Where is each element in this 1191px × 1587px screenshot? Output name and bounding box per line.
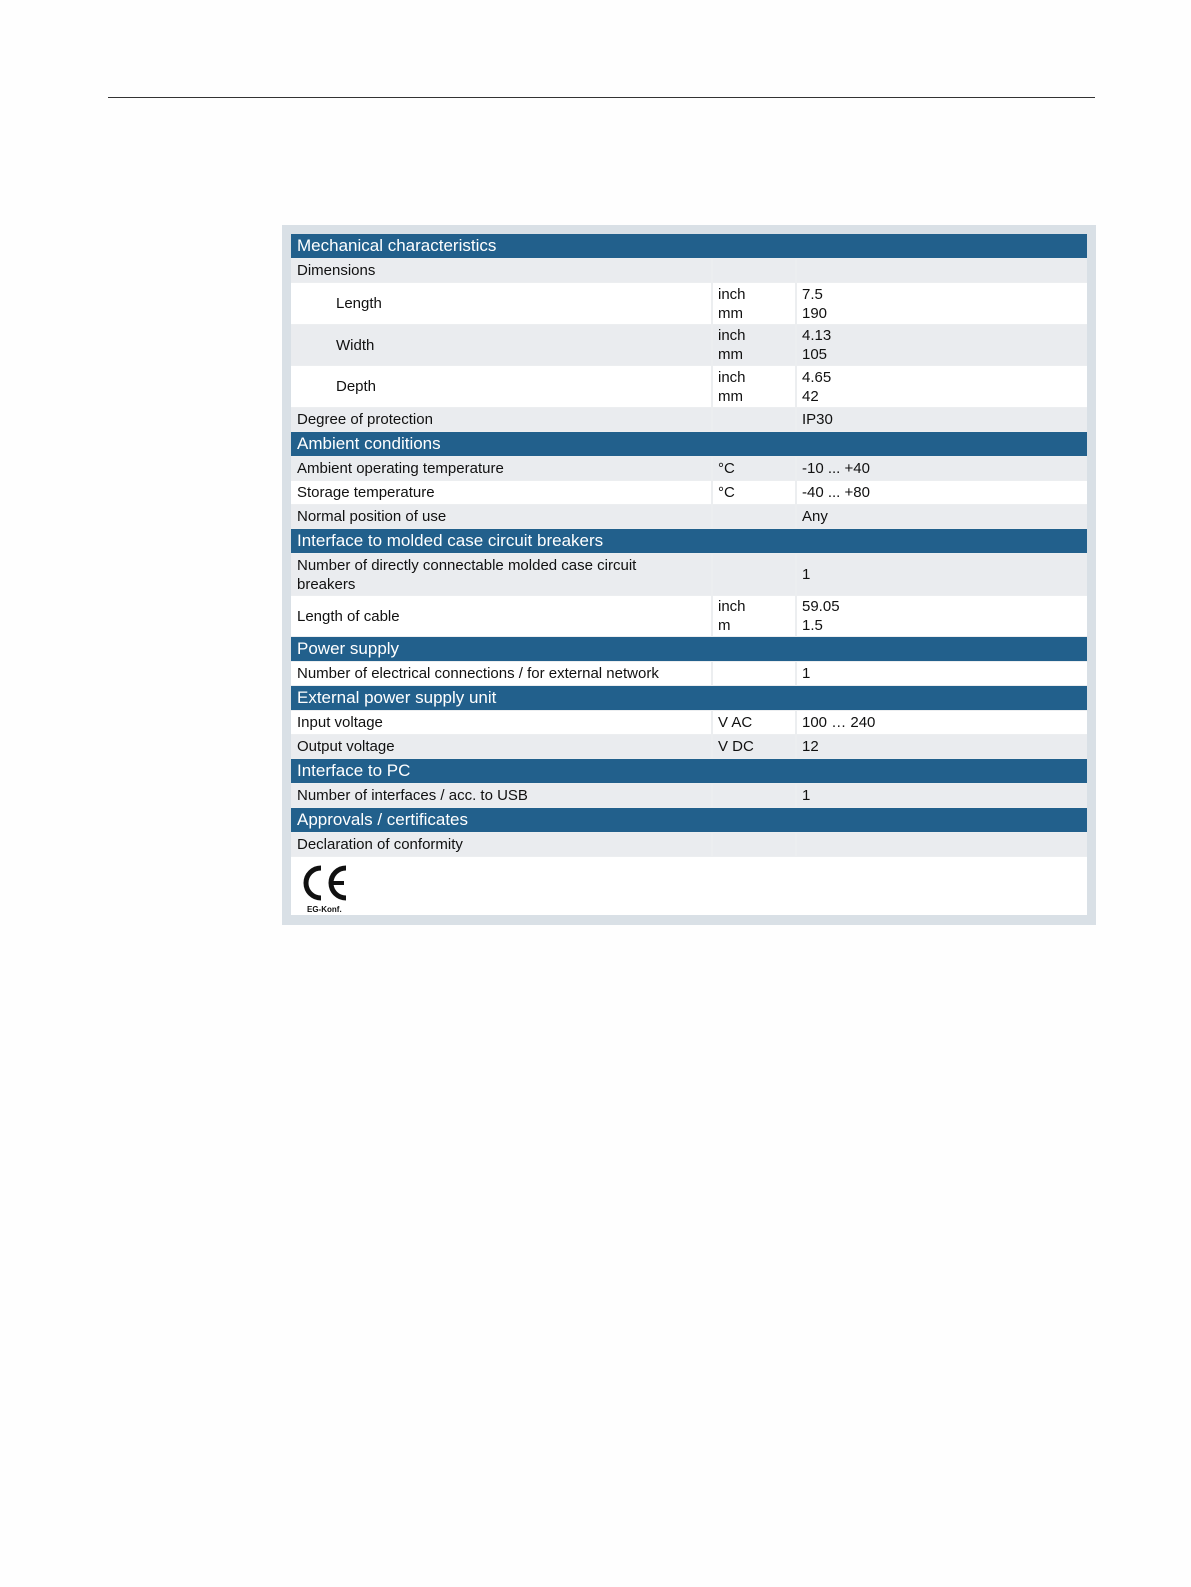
row-value: 12 [797, 735, 1087, 758]
row-conformity [291, 833, 1087, 856]
row-output-voltage [291, 735, 1087, 758]
row-label: Storage temperature [291, 481, 711, 504]
row-label: Length [291, 283, 711, 324]
row-label: Dimensions [291, 259, 711, 282]
row-cable-length [291, 596, 1087, 636]
row-label: Output voltage [291, 735, 711, 758]
row-value [797, 596, 1087, 636]
technical-specifications-table [282, 225, 1096, 925]
row-label: Normal position of use [291, 505, 711, 528]
row-unit [713, 554, 795, 595]
row-unit [713, 505, 795, 528]
row-value: -10 ... +40 [797, 457, 1087, 480]
section-ambient: Ambient conditions [291, 432, 1087, 456]
value-inch: 4.13 [802, 327, 832, 344]
section-external-psu: External power supply unit [291, 686, 1087, 710]
spec-table-body [291, 234, 1087, 915]
row-value: 1 [797, 554, 1087, 595]
section-interface-pc: Interface to PC [291, 759, 1087, 783]
unit-mm: mm [718, 346, 743, 363]
row-unit [713, 596, 795, 636]
row-label: Number of electrical connections / for external network [291, 662, 711, 685]
row-label-text: Number of directly connectable molded case circuit breakers [297, 556, 637, 593]
row-mccb-count [291, 554, 1087, 595]
row-unit [713, 259, 795, 282]
row-position [291, 505, 1087, 528]
row-label: Number of interfaces / acc. to USB [291, 784, 711, 807]
row-length [291, 283, 1087, 324]
header-rule [108, 97, 1095, 98]
row-storage-temp [291, 481, 1087, 504]
row-label: Length of cable [291, 596, 711, 636]
row-label: Depth [291, 366, 711, 407]
row-usb-interfaces [291, 784, 1087, 807]
row-value [797, 259, 1087, 282]
row-protection [291, 408, 1087, 431]
section-power-supply: Power supply [291, 637, 1087, 661]
value-m: 1.5 [802, 617, 823, 634]
row-value: Any [797, 505, 1087, 528]
unit-inch: inch [718, 598, 746, 615]
row-unit [713, 662, 795, 685]
unit-m: m [718, 617, 731, 634]
row-unit [713, 408, 795, 431]
row-unit [713, 366, 795, 407]
value-inch: 4.65 [802, 368, 832, 386]
row-unit [713, 833, 795, 856]
unit-inch: inch [718, 368, 746, 386]
ce-mark-icon [299, 863, 359, 915]
row-label: Declaration of conformity [291, 833, 711, 856]
row-dimensions [291, 259, 1087, 282]
ce-caption: EG-Konf. [307, 905, 342, 914]
row-unit: °C [713, 481, 795, 504]
unit-inch: inch [718, 327, 746, 344]
unit-mm: mm [718, 387, 743, 405]
row-label: Ambient operating temperature [291, 457, 711, 480]
value-mm: 105 [802, 346, 828, 363]
row-unit [713, 283, 795, 324]
value-inch: 59.05 [802, 598, 840, 615]
row-label: Width [291, 325, 711, 365]
row-value: -40 ... +80 [797, 481, 1087, 504]
row-value [797, 283, 1087, 324]
row-value: 1 [797, 784, 1087, 807]
row-label: Degree of protection [291, 408, 711, 431]
row-value: 100 … 240 [797, 711, 1087, 734]
row-depth [291, 366, 1087, 407]
section-approvals: Approvals / certificates [291, 808, 1087, 832]
value-inch: 7.5 [802, 285, 823, 303]
row-value [797, 325, 1087, 365]
row-unit: °C [713, 457, 795, 480]
row-label: Input voltage [291, 711, 711, 734]
row-value: IP30 [797, 408, 1087, 431]
row-value [797, 366, 1087, 407]
value-mm: 42 [802, 387, 819, 405]
row-label [291, 554, 711, 595]
row-width [291, 325, 1087, 365]
row-value: 1 [797, 662, 1087, 685]
row-unit: V AC [713, 711, 795, 734]
row-unit [713, 325, 795, 365]
unit-mm: mm [718, 304, 743, 322]
row-unit [713, 784, 795, 807]
row-electrical-connections [291, 662, 1087, 685]
unit-inch: inch [718, 285, 746, 303]
row-input-voltage [291, 711, 1087, 734]
ce-mark-row [291, 857, 1087, 915]
row-ambient-temp [291, 457, 1087, 480]
section-mechanical: Mechanical characteristics [291, 234, 1087, 258]
section-interface-mccb: Interface to molded case circuit breakers [291, 529, 1087, 553]
row-value [797, 833, 1087, 856]
row-unit: V DC [713, 735, 795, 758]
value-mm: 190 [802, 304, 828, 322]
